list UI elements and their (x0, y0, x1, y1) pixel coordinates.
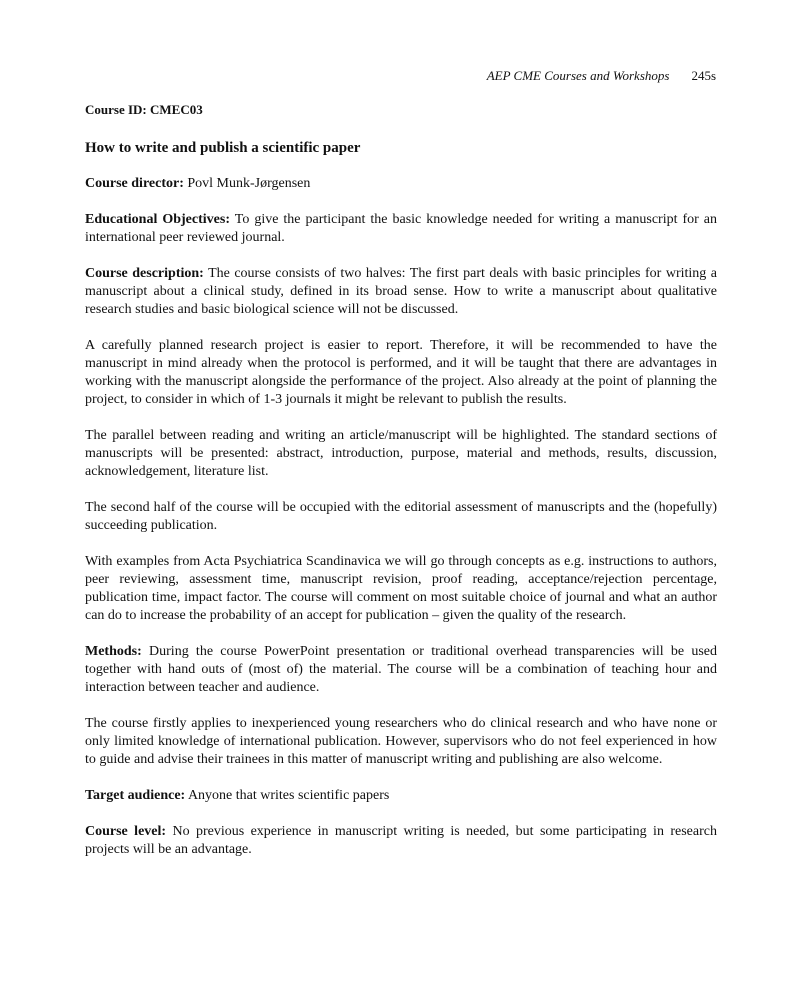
course-applies: The course firstly applies to inexperienced young researchers who do clinical research and who have none or only limited knowledge of international publication. However, supervisors who do not feel experienced in how to guide and advise their trainees in this matter of manuscript writing and publishing are also welcome. (85, 716, 717, 767)
course-level (85, 823, 717, 859)
running-header (487, 68, 716, 84)
page-title: How to write and publish a scientific paper (85, 140, 361, 156)
methods (85, 643, 717, 697)
director-label: Course director: (85, 176, 184, 191)
objectives-label: Educational Objectives: (85, 212, 230, 227)
methods-text: During the course PowerPoint presentation or traditional overhead transparencies will be used together with hand outs of (most of) the material. The course will be a combination of teaching hour and interaction between teacher and audience. (85, 644, 718, 695)
director-value: Povl Munk-Jørgensen (187, 176, 311, 191)
page-content (85, 102, 717, 877)
course-id-label: Course ID: (85, 102, 147, 117)
body-paragraph: The parallel between reading and writing an article/manuscript will be highlighted. The standard sections of manuscripts will be presented: abstract, introduction, purpose, material and methods, results, discussion, acknowledgement, literature list. (85, 428, 717, 479)
course-director (85, 175, 717, 193)
audience-text: Anyone that writes scientific papers (187, 788, 390, 803)
course-id-value: CMEC03 (150, 102, 203, 117)
description-text: The course consists of two halves: The first part deals with basic principles for writing a manuscript about a clinical study, defined in its broad sense. How to write a manuscript about qualitative research studies and basic biological science will not be discussed. (85, 266, 717, 317)
course-description (85, 265, 717, 319)
methods-label: Methods: (85, 644, 142, 659)
level-text: No previous experience in manuscript writing is needed, but some participating in research projects will be an advantage. (85, 824, 717, 857)
audience-label: Target audience: (85, 788, 186, 803)
page-number: 245s (691, 68, 716, 83)
body-paragraph: A carefully planned research project is easier to report. Therefore, it will be recommended to have the manuscript in mind already when the protocol is performed, and it will be taught that there are advantages in working with the manuscript alongside the performance of the project. Also already at the point of planning the project, to consider in which of 1-3 journals it might be relevant to publish the results. (85, 338, 717, 407)
body-paragraph: With examples from Acta Psychiatrica Scandinavica we will go through concepts as e.g. instructions to authors, peer reviewing, assessment time, manuscript revision, proof reading, acceptance/rejection percentage, publication time, impact factor. The course will comment on most suitable choice of journal and what an author can do to increase the probability of an accept for publication – given the quality of the research. (85, 554, 717, 623)
educational-objectives (85, 211, 717, 247)
body-paragraph: The second half of the course will be occupied with the editorial assessment of manuscripts and the (hopefully) succeeding publication. (85, 500, 717, 533)
journal-name: AEP CME Courses and Workshops (486, 68, 670, 83)
course-id (85, 102, 717, 118)
objectives-text: To give the participant the basic knowledge needed for writing a manuscript for an international peer reviewed journal. (85, 212, 718, 245)
description-label: Course description: (85, 266, 204, 281)
target-audience (85, 787, 717, 805)
level-label: Course level: (85, 824, 167, 839)
